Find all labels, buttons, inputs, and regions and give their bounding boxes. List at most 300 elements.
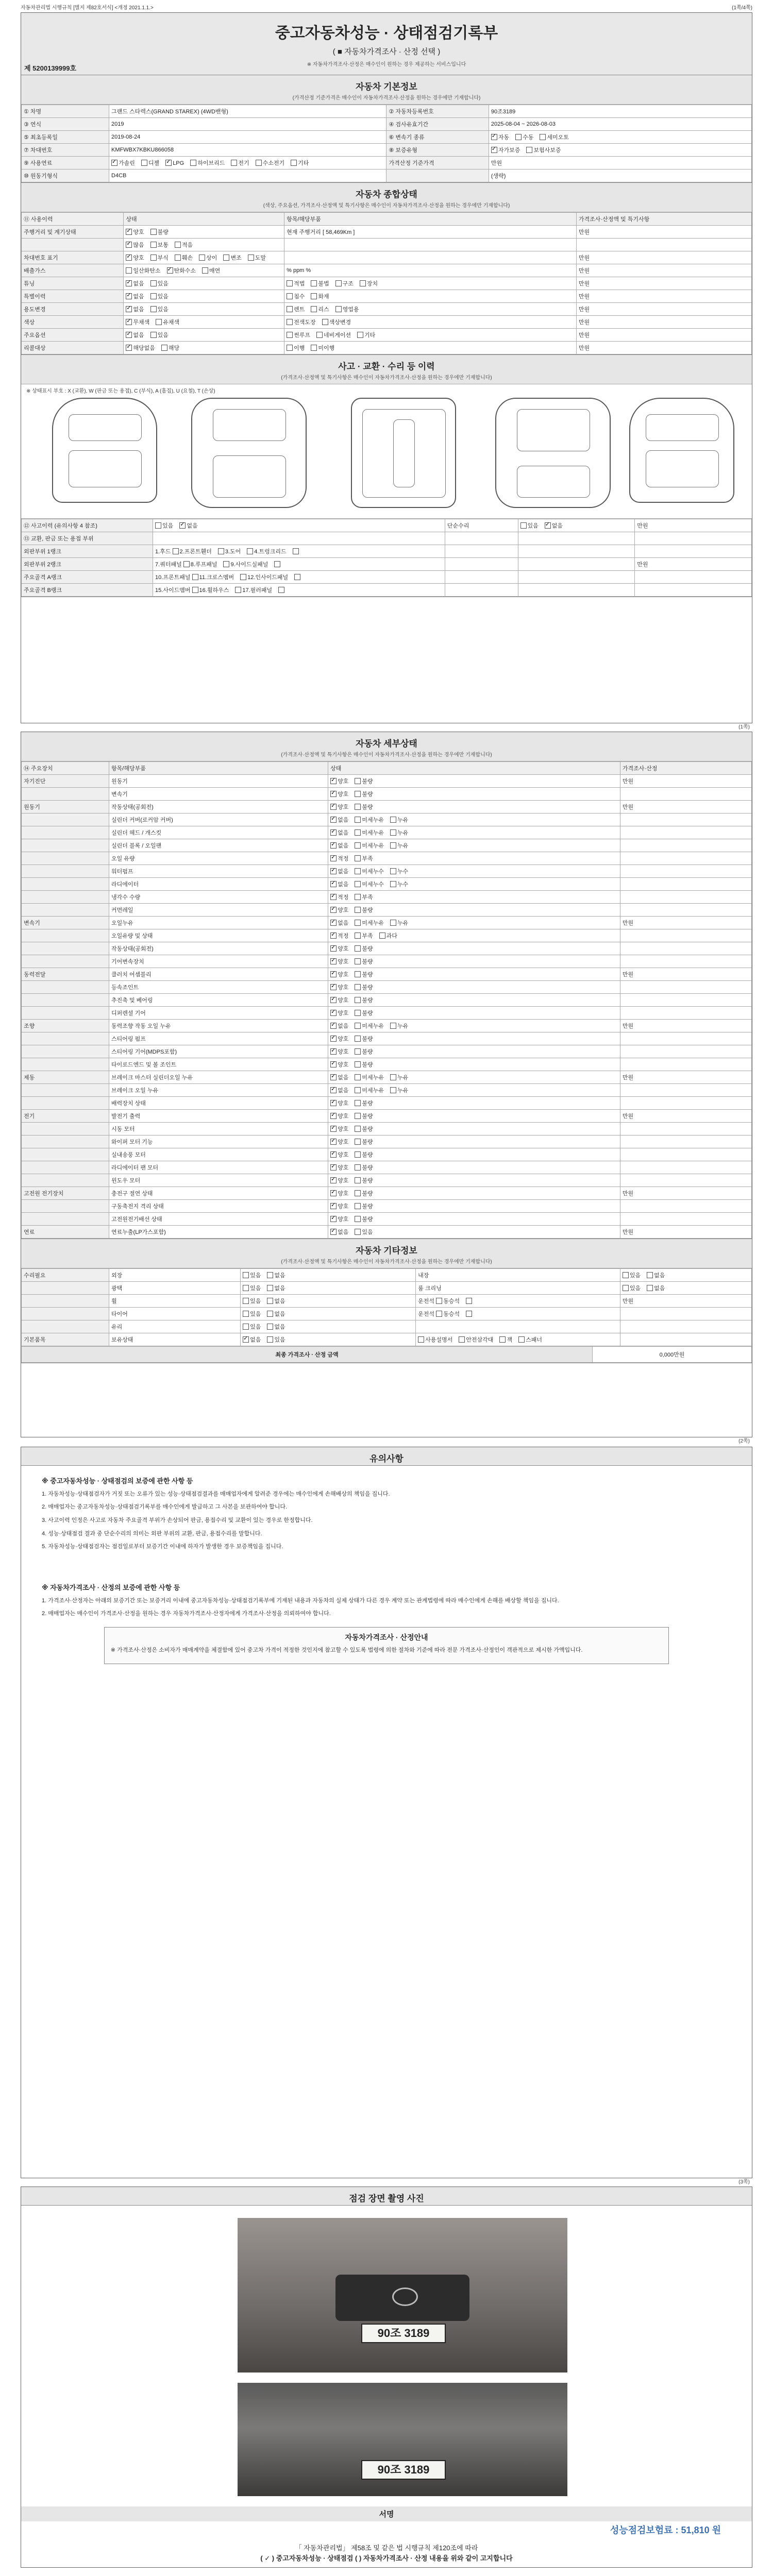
form-law-ref: 자동차관리법 시행규칙 [별지 제82호서식] <개정 2021.1.1.>	[21, 5, 154, 11]
checkbox	[330, 958, 337, 964]
notes-body	[21, 1466, 752, 1677]
table-cell	[22, 1032, 109, 1045]
checkbox	[243, 1285, 249, 1291]
note-item: 2. 매매업자는 중고자동차성능·상태점검기록부를 매수인에게 발급하고 그 사본을 보관하여야 합니다.	[42, 1504, 288, 1511]
table-cell	[22, 814, 109, 826]
table-cell: 있음 없음	[620, 1282, 751, 1295]
checkbox	[192, 587, 198, 593]
law-notice-2: ( ✓ ) 중고자동차성능 · 상태점검 ( ) 자동차가격조사 · 산정 내용을 위와 같이 고지합니다	[260, 2554, 513, 2562]
checkbox	[330, 1126, 337, 1132]
table-cell: 용도변경	[22, 303, 124, 316]
table-cell: ✓ 무채색 유채색	[124, 316, 284, 329]
summary-table	[21, 212, 752, 354]
table-cell: 만원	[620, 775, 751, 788]
table-row	[22, 239, 752, 251]
checkbox	[491, 147, 497, 153]
checkbox	[126, 319, 132, 325]
table-row	[22, 342, 752, 354]
table-cell	[22, 852, 109, 865]
page-4	[21, 2187, 752, 2568]
table-cell: 브레이크 마스터 실린더오일 누유	[109, 1071, 328, 1084]
section-title: 자동차 기타정보	[21, 1239, 752, 1257]
table-cell	[620, 1084, 751, 1097]
table-row	[22, 226, 752, 239]
section-title: 자동차 세부상태	[21, 732, 752, 750]
checkbox	[335, 280, 342, 286]
checkbox	[173, 548, 179, 554]
checkbox	[111, 160, 117, 166]
checkbox	[390, 842, 396, 849]
checkbox	[355, 1061, 361, 1067]
table-cell: 전기	[22, 1110, 109, 1123]
table-cell: ✓ 없음 있음	[241, 1333, 416, 1346]
note-item: 1. 가격조사·산정자는 아래의 보증기간 또는 보증거리 이내에 중고자동차성능·상태점검기록부에 기재된 내용과 자동차의 실제 상태가 다른 경우 계약 또는 관계법령에 따라 매수인에게 손해를 배상할 책임을 집니다.	[42, 1597, 559, 1604]
table-cell: 주요골격 B랭크	[22, 584, 153, 597]
brand-logo-icon	[392, 2287, 418, 2306]
table-row	[22, 865, 752, 878]
table-cell	[445, 584, 518, 597]
table-cell: 만원	[620, 1226, 751, 1239]
section-title: 자동차 기본정보	[21, 75, 752, 93]
table-cell: ✓ 양호 불량	[328, 1136, 620, 1148]
table-cell: ✓ 양호 불량	[328, 1058, 620, 1071]
table-cell: % ppm %	[284, 264, 577, 277]
table-cell	[620, 1308, 751, 1320]
table-cell	[22, 955, 109, 968]
table-cell: 휠	[109, 1295, 241, 1308]
checkbox	[355, 829, 361, 836]
table-cell	[386, 170, 489, 182]
table-cell: 만원	[576, 329, 751, 342]
table-cell: ✓ 자가보증 보험사보증	[489, 144, 751, 157]
table-cell	[22, 1282, 109, 1295]
checkbox	[126, 332, 132, 338]
price-guide-text: ※ 가격조사·산정은 소비자가 매매계약을 체결함에 있어 중고차 가격이 적정한 것인지에 참고할 수 있도록 법령에 의한 절차와 기준에 따라 전문 가격조사·산정인이 객관적으로 제시한 가액입니다.	[110, 1647, 583, 1654]
checkbox	[287, 345, 293, 351]
table-row	[22, 519, 752, 532]
table-cell: 구동축전지 격리 상태	[109, 1200, 328, 1213]
checkbox	[335, 306, 342, 312]
car-side-left-icon	[52, 398, 157, 503]
basic-info-section	[21, 75, 752, 183]
checkbox	[150, 280, 157, 286]
table-cell	[620, 1148, 751, 1161]
table-row	[22, 968, 752, 981]
table-cell: ✓ 양호 불량	[328, 1123, 620, 1136]
table-cell: ✓ 없음 미세누유 누유	[328, 1084, 620, 1097]
document-header	[21, 13, 752, 75]
section-subtitle: (색상, 주요옵션, 가격조사·산정액 및 특기사항은 매수인이 자동차가격조사·산정을 원하는 경우에만 기재합니다)	[21, 201, 752, 212]
table-cell: 만원	[576, 264, 751, 277]
table-cell: 2019-08-24	[109, 131, 386, 144]
checkbox	[126, 255, 132, 261]
checkbox	[355, 804, 361, 810]
table-cell: 고전원 전기장치	[22, 1187, 109, 1200]
table-cell: ✓ 양호 불량	[328, 904, 620, 917]
table-cell: ✓ 없음 있음	[124, 277, 284, 290]
checkbox	[330, 829, 337, 836]
table-cell	[620, 1045, 751, 1058]
checkbox	[355, 778, 361, 784]
table-cell	[620, 839, 751, 852]
table-cell: ② 자동차등록번호	[386, 105, 489, 118]
checkbox	[355, 1203, 361, 1209]
table-row	[22, 1020, 752, 1032]
table-cell: 만원	[576, 290, 751, 303]
table-cell: 실내송풍 모터	[109, 1148, 328, 1161]
checkbox	[466, 1311, 472, 1317]
table-cell	[620, 904, 751, 917]
table-cell: 동력전달	[22, 968, 109, 981]
table-cell: ✓ 없음 미세누유 누유	[328, 826, 620, 839]
table-header-cell: 가격조사·산정액 및 특기사항	[576, 213, 751, 226]
table-cell: ✓ 양호 불량	[328, 1213, 620, 1226]
checkbox	[355, 1190, 361, 1196]
section-subtitle: (가격산정 기준가격은 매수인이 자동차가격조사·산정을 원하는 경우에만 기재합니다)	[21, 93, 752, 105]
table-cell	[22, 1084, 109, 1097]
table-cell: 만원	[576, 342, 751, 354]
checkbox	[355, 1074, 361, 1080]
table-cell: 제동	[22, 1071, 109, 1084]
checkbox	[436, 1298, 442, 1304]
table-cell: 만원	[635, 558, 752, 571]
checkbox	[355, 907, 361, 913]
table-row	[22, 1123, 752, 1136]
checkbox	[355, 881, 361, 887]
table-cell: ✓ 양호 불량	[328, 1187, 620, 1200]
checkbox	[390, 817, 396, 823]
table-cell	[22, 1007, 109, 1020]
table-cell: ① 차명	[22, 105, 109, 118]
table-cell: D4CB	[109, 170, 386, 182]
table-cell: 작동상태(공회전)	[109, 942, 328, 955]
table-cell: ✓ 없음 미세누수 누수	[328, 865, 620, 878]
table-cell	[620, 1032, 751, 1045]
table-cell	[22, 1058, 109, 1071]
table-cell: 만원	[620, 1020, 751, 1032]
checkbox	[126, 229, 132, 235]
table-row	[22, 131, 752, 144]
table-cell: 렌트 리스 영업용	[284, 303, 577, 316]
table-row	[22, 994, 752, 1007]
checkbox	[355, 1113, 361, 1119]
checkbox	[218, 548, 224, 554]
table-row	[22, 157, 752, 170]
table-cell	[576, 239, 751, 251]
table-row	[22, 1071, 752, 1084]
checkbox	[355, 984, 361, 990]
table-cell	[22, 1148, 109, 1161]
table-row	[22, 942, 752, 955]
table-row	[22, 878, 752, 891]
table-cell: 원동기	[22, 801, 109, 814]
checkbox	[355, 1087, 361, 1093]
checkbox	[267, 1298, 273, 1304]
table-cell: 주요옵션	[22, 329, 124, 342]
table-row	[22, 1187, 752, 1200]
checkbox	[330, 997, 337, 1003]
table-cell	[22, 1097, 109, 1110]
document-subtitle: ( ■ 자동차가격조사 · 산정 선택 )	[332, 47, 441, 56]
table-row	[22, 303, 752, 316]
car-front-icon	[191, 398, 307, 508]
table-cell: 실린더 커버(로커암 커버)	[109, 814, 328, 826]
table-cell	[620, 878, 751, 891]
checkbox	[330, 1139, 337, 1145]
table-row	[22, 1213, 752, 1226]
table-cell	[518, 532, 635, 545]
table-cell: 보유상태	[109, 1333, 241, 1346]
car-frame-icon	[351, 398, 456, 508]
checkbox	[274, 561, 280, 567]
table-cell: ✓ 적정 부족	[328, 852, 620, 865]
checkbox	[141, 160, 147, 166]
table-cell: 클러치 어셈블리	[109, 968, 328, 981]
table-cell: 시동 모터	[109, 1123, 328, 1136]
license-plate: 90조 3189	[361, 2460, 446, 2480]
checkbox	[287, 280, 293, 286]
car-rear-icon	[495, 398, 611, 508]
table-cell: 추진축 및 베어링	[109, 994, 328, 1007]
checkbox	[311, 280, 317, 286]
checkbox	[355, 1048, 361, 1055]
checkbox	[499, 1336, 506, 1343]
table-cell	[22, 994, 109, 1007]
table-cell: 만원	[635, 519, 752, 532]
table-cell: ✓ 자동 수동 세미오토	[489, 131, 751, 144]
photo-section-title: 점검 장면 촬영 사진	[21, 2187, 752, 2206]
table-cell	[22, 865, 109, 878]
checkbox	[190, 160, 196, 166]
table-cell: 만원	[620, 801, 751, 814]
table-cell: 운전석 동승석	[416, 1295, 620, 1308]
table-cell	[620, 1007, 751, 1020]
checkbox	[330, 1216, 337, 1222]
table-cell	[620, 891, 751, 904]
checkbox	[183, 561, 190, 567]
table-cell: ⑫ 사고이력 (유의사항 4 참조)	[22, 519, 153, 532]
table-cell: 배력장치 상태	[109, 1097, 328, 1110]
table-cell: 룸 크리닝	[416, 1282, 620, 1295]
checkbox	[330, 791, 337, 797]
other-info-section	[21, 1239, 752, 1363]
checkbox	[267, 1311, 273, 1317]
table-row	[22, 852, 752, 865]
table-cell	[620, 942, 751, 955]
table-row	[22, 105, 752, 118]
table-cell: ✓ 양호 불량	[328, 968, 620, 981]
checkbox	[330, 1023, 337, 1029]
section-subtitle: (가격조사·산정액 및 특기사항은 매수인이 자동차가격조사·산정을 원하는 경우에만 기재합니다)	[21, 1257, 752, 1268]
table-header-cell: ⑪ 사용이력	[22, 213, 124, 226]
table-cell	[445, 532, 518, 545]
checkbox	[330, 1164, 337, 1171]
table-cell: 외판부위 1랭크	[22, 545, 153, 558]
section-subtitle: (가격조사·산정액 및 특기사항은 매수인이 자동차가격조사·산정을 원하는 경우에만 기재합니다)	[21, 750, 752, 761]
checkbox	[322, 319, 328, 325]
table-cell	[620, 981, 751, 994]
table-row	[22, 839, 752, 852]
checkbox	[355, 1216, 361, 1222]
checkbox	[167, 267, 173, 274]
table-cell: ✓ 양호 부식 훼손 상이 변조 도말	[124, 251, 284, 264]
table-cell: ✓ 해당없음 해당	[124, 342, 284, 354]
table-row	[22, 917, 752, 929]
table-cell: 있음 없음	[241, 1282, 416, 1295]
table-cell	[635, 545, 752, 558]
table-cell: 7.쿼터패널 8.루프패널 9.사이드실패널	[153, 558, 445, 571]
table-cell: ✓ 양호 불량	[328, 1161, 620, 1174]
table-cell: 주행거리 및 계기상태	[22, 226, 124, 239]
detail-section	[21, 732, 752, 1239]
table-cell: ✓ 양호 불량	[328, 775, 620, 788]
table-row	[22, 814, 752, 826]
table-cell: 운전석 동승석	[416, 1308, 620, 1320]
table-cell: 오일누유	[109, 917, 328, 929]
table-row	[22, 1045, 752, 1058]
note-item: 5. 자동차성능·상태점검자는 점검일로부터 보증기간 이내에 하자가 발생한 경우 보증책임을 집니다.	[42, 1544, 283, 1550]
table-cell: ✓ 없음 미세누유 누유	[328, 917, 620, 929]
checkbox	[287, 306, 293, 312]
table-cell: ⑧ 보증유형	[386, 144, 489, 157]
table-cell: 있음 없음	[620, 1269, 751, 1282]
checkbox	[491, 134, 497, 140]
table-cell: 배출가스	[22, 264, 124, 277]
table-row	[22, 329, 752, 342]
page-2	[21, 732, 752, 1444]
checkbox	[243, 1311, 249, 1317]
checkbox	[240, 574, 246, 580]
table-row	[22, 1174, 752, 1187]
checkbox	[418, 1336, 424, 1343]
checkbox	[355, 817, 361, 823]
table-row	[22, 170, 752, 182]
table-cell: ✓ 없음 있음	[328, 1226, 620, 1239]
checkbox	[355, 971, 361, 977]
checkbox	[330, 881, 337, 887]
checkbox	[459, 1336, 465, 1343]
checkbox	[165, 160, 172, 166]
table-cell: ✓ 양호 불량	[328, 801, 620, 814]
table-row	[22, 264, 752, 277]
table-cell	[518, 545, 635, 558]
table-row	[22, 1097, 752, 1110]
table-cell: 타이로드엔드 및 볼 조인트	[109, 1058, 328, 1071]
table-row	[22, 1058, 752, 1071]
checkbox	[267, 1336, 273, 1343]
table-row	[22, 826, 752, 839]
checkbox	[330, 1048, 337, 1055]
table-cell: 만원	[620, 1110, 751, 1123]
table-cell: KMFWBX7KBKU866058	[109, 144, 386, 157]
table-row	[22, 1148, 752, 1161]
table-cell	[620, 994, 751, 1007]
table-row	[22, 316, 752, 329]
checkbox	[179, 522, 186, 529]
checkbox	[355, 1036, 361, 1042]
table-cell: ⑨ 사용연료	[22, 157, 109, 170]
table-cell: 사용설명서 안전삼각대 잭 스패너	[416, 1333, 620, 1346]
table-row	[22, 1032, 752, 1045]
checkbox	[192, 574, 198, 580]
section-title: 자동차 종합상태	[21, 183, 752, 201]
table-cell: 만원	[489, 157, 751, 170]
table-cell: 주요골격 A랭크	[22, 571, 153, 584]
checkbox	[330, 1036, 337, 1042]
table-cell	[620, 1213, 751, 1226]
table-cell: ✓ 적정 부족 과다	[328, 929, 620, 942]
table-cell: 있음 없음	[241, 1269, 416, 1282]
table-cell: ③ 연식	[22, 118, 109, 131]
table-cell: 만원	[620, 968, 751, 981]
page-number: (1쪽)	[738, 724, 750, 730]
table-cell	[22, 239, 124, 251]
table-header-cell: ⑭ 주요장치	[22, 762, 109, 775]
table-cell: ✓ 양호 불량	[328, 1097, 620, 1110]
table-cell: 실린더 헤드 / 개스킷	[109, 826, 328, 839]
table-cell: 변속기	[22, 917, 109, 929]
checkbox	[150, 242, 157, 248]
table-cell: ✓ 양호 불량	[328, 1110, 620, 1123]
table-cell	[620, 1161, 751, 1174]
final-price-value: 0,000만원	[593, 1347, 752, 1363]
table-cell: 그랜드 스타렉스(GRAND STAREX) (4WD밴형)	[109, 105, 386, 118]
table-row	[22, 1200, 752, 1213]
checkbox	[243, 1324, 249, 1330]
table-cell: 2019	[109, 118, 386, 131]
table-row	[22, 904, 752, 917]
table-cell: 디퍼렌셜 기어	[109, 1007, 328, 1020]
checkbox	[223, 255, 229, 261]
car-side-right-icon	[629, 398, 734, 503]
checkbox	[330, 933, 337, 939]
table-cell: ✓ 양호 불량	[328, 1007, 620, 1020]
checkbox	[526, 147, 532, 153]
table-row	[22, 1084, 752, 1097]
checkbox	[466, 1298, 472, 1304]
checkbox	[330, 1151, 337, 1158]
table-cell: 있음 없음	[241, 1308, 416, 1320]
checkbox	[355, 1023, 361, 1029]
table-cell: ✓ 양호 불량	[328, 788, 620, 801]
table-row	[22, 290, 752, 303]
table-cell: 고전원전기배선 상태	[109, 1213, 328, 1226]
table-cell: ✓ 양호 불량	[124, 226, 284, 239]
insurance-fee	[610, 2523, 721, 2536]
table-cell: 라디에이터 팬 모터	[109, 1161, 328, 1174]
checkbox	[355, 1100, 361, 1106]
table-cell	[445, 545, 518, 558]
insurance-fee-value: 51,810 원	[681, 2525, 721, 2535]
table-cell: 라디에이터	[109, 878, 328, 891]
checkbox	[390, 868, 396, 874]
checkbox	[175, 255, 181, 261]
checkbox	[330, 842, 337, 849]
table-cell: 워터펌프	[109, 865, 328, 878]
table-cell: 타이어	[109, 1308, 241, 1320]
table-cell: 차대번호 표기	[22, 251, 124, 264]
table-cell: 냉각수 수량	[109, 891, 328, 904]
checkbox	[330, 984, 337, 990]
table-row	[22, 788, 752, 801]
table-row	[22, 277, 752, 290]
checkbox	[267, 1285, 273, 1291]
table-row	[22, 584, 752, 597]
checkbox	[330, 1100, 337, 1106]
checkbox	[150, 306, 157, 312]
law-notice: 「 자동차관리법」 제58조 및 같은 법 시행규칙 제120조에 따라	[295, 2544, 478, 2552]
table-cell	[22, 904, 109, 917]
